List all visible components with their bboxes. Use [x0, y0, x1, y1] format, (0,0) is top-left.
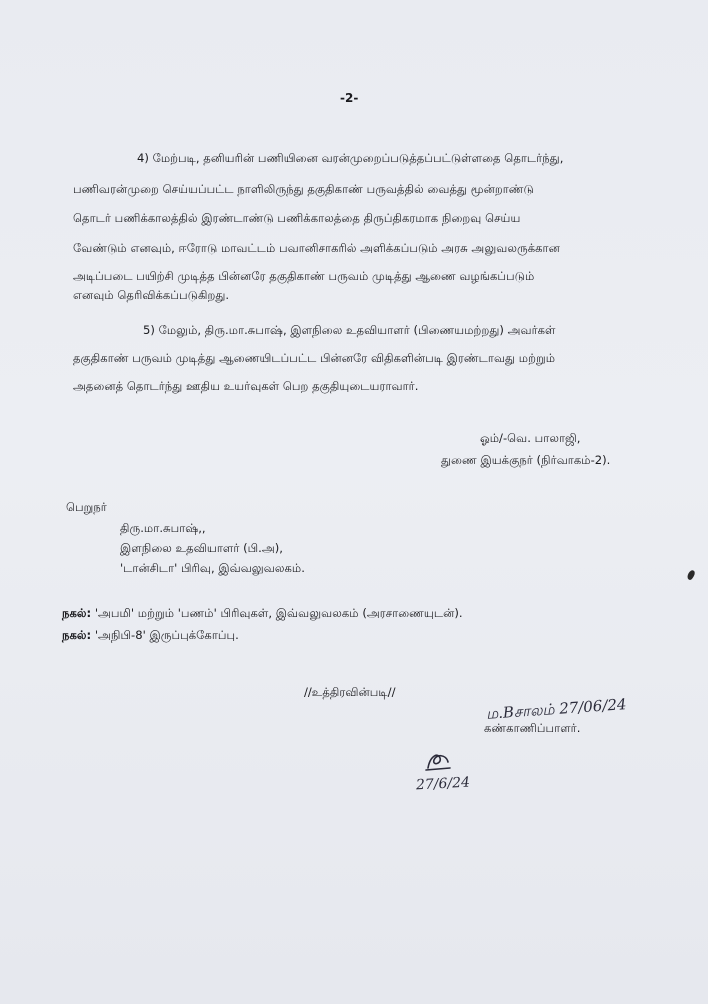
copy-line — [62, 627, 239, 643]
initials-scribble-icon — [424, 750, 454, 772]
copy-label: நகல்: — [62, 628, 92, 642]
superintendent-title: கண்காணிப்பாளர். — [484, 721, 581, 735]
paragraph-4-line: வேண்டும் எனவும், ஈரோடு மாவட்டம் பவானிசாகரில் அளிக்கப்படும் அரசு அலுவலருக்கான — [73, 241, 560, 255]
signatory-designation: துணை இயக்குநர் (நிர்வாகம்-2). — [441, 453, 611, 467]
recipient-line: திரு.மா.சுபாஷ்,, — [120, 521, 206, 535]
copy-text: 'அபமி' மற்றும் 'பணம்' பிரிவுகள், இவ்வலுவலகம் (அரசாணையுடன்). — [94, 606, 463, 620]
paragraph-4-line: அடிப்படை பயிற்சி முடித்த பின்னரே தகுதிகாண் பருவம் முடித்து ஆணை வழங்கப்படும் — [73, 269, 535, 283]
copy-label: நகல்: — [62, 606, 92, 620]
paragraph-4-line: தொடர் பணிக்காலத்தில் இரண்டாண்டு பணிக்காலத்தை திருப்திகரமாக நிறைவு செய்ய — [73, 211, 521, 225]
page-number: -2- — [340, 91, 359, 105]
copy-text: 'அநிபி-8' இருப்புக்கோப்பு. — [94, 628, 239, 642]
paragraph-5-line: அதனைத் தொடர்ந்து ஊதிய உயர்வுகள் பெற தகுதியுடையராவார். — [73, 379, 419, 393]
recipient-line: 'டான்சிடா' பிரிவு, இவ்வலுவலகம். — [120, 561, 305, 575]
initials-stamp — [424, 750, 454, 776]
ink-mark — [686, 569, 696, 581]
recipient-line: இளநிலை உதவியாளர் (பி.அ), — [120, 541, 283, 555]
signatory-name: ஓம்/-வெ. பாலாஜி, — [480, 431, 581, 445]
copy-line — [62, 605, 463, 621]
initials-date: 27/6/24 — [415, 774, 471, 794]
by-order-line: //உத்திரவின்படி// — [304, 685, 396, 699]
handwritten-signature: ம.Bசாலம் 27/06/24 — [485, 695, 628, 723]
recipient-heading: பெறுநர் — [66, 500, 107, 514]
paragraph-4-line: பணிவரன்முறை செய்யப்பட்ட நாளிலிருந்து தகுதிகாண் பருவத்தில் வைத்து மூன்றாண்டு — [73, 182, 534, 196]
paragraph-4-line: எனவும் தெரிவிக்கப்படுகிறது. — [73, 288, 230, 302]
paragraph-5-line: தகுதிகாண் பருவம் முடித்து ஆணையிடப்பட்ட பின்னரே விதிகளின்படி இரண்டாவது மற்றும் — [73, 351, 556, 365]
paragraph-5-line: 5) மேலும், திரு.மா.சுபாஷ், இளநிலை உதவியாளர் (பிணையமற்றது) அவர்கள் — [143, 323, 556, 337]
paragraph-4-line: 4) மேற்படி, தனியரின் பணியினை வரன்முறைப்படுத்தப்பட்டுள்ளதை தொடர்ந்து, — [137, 151, 564, 165]
